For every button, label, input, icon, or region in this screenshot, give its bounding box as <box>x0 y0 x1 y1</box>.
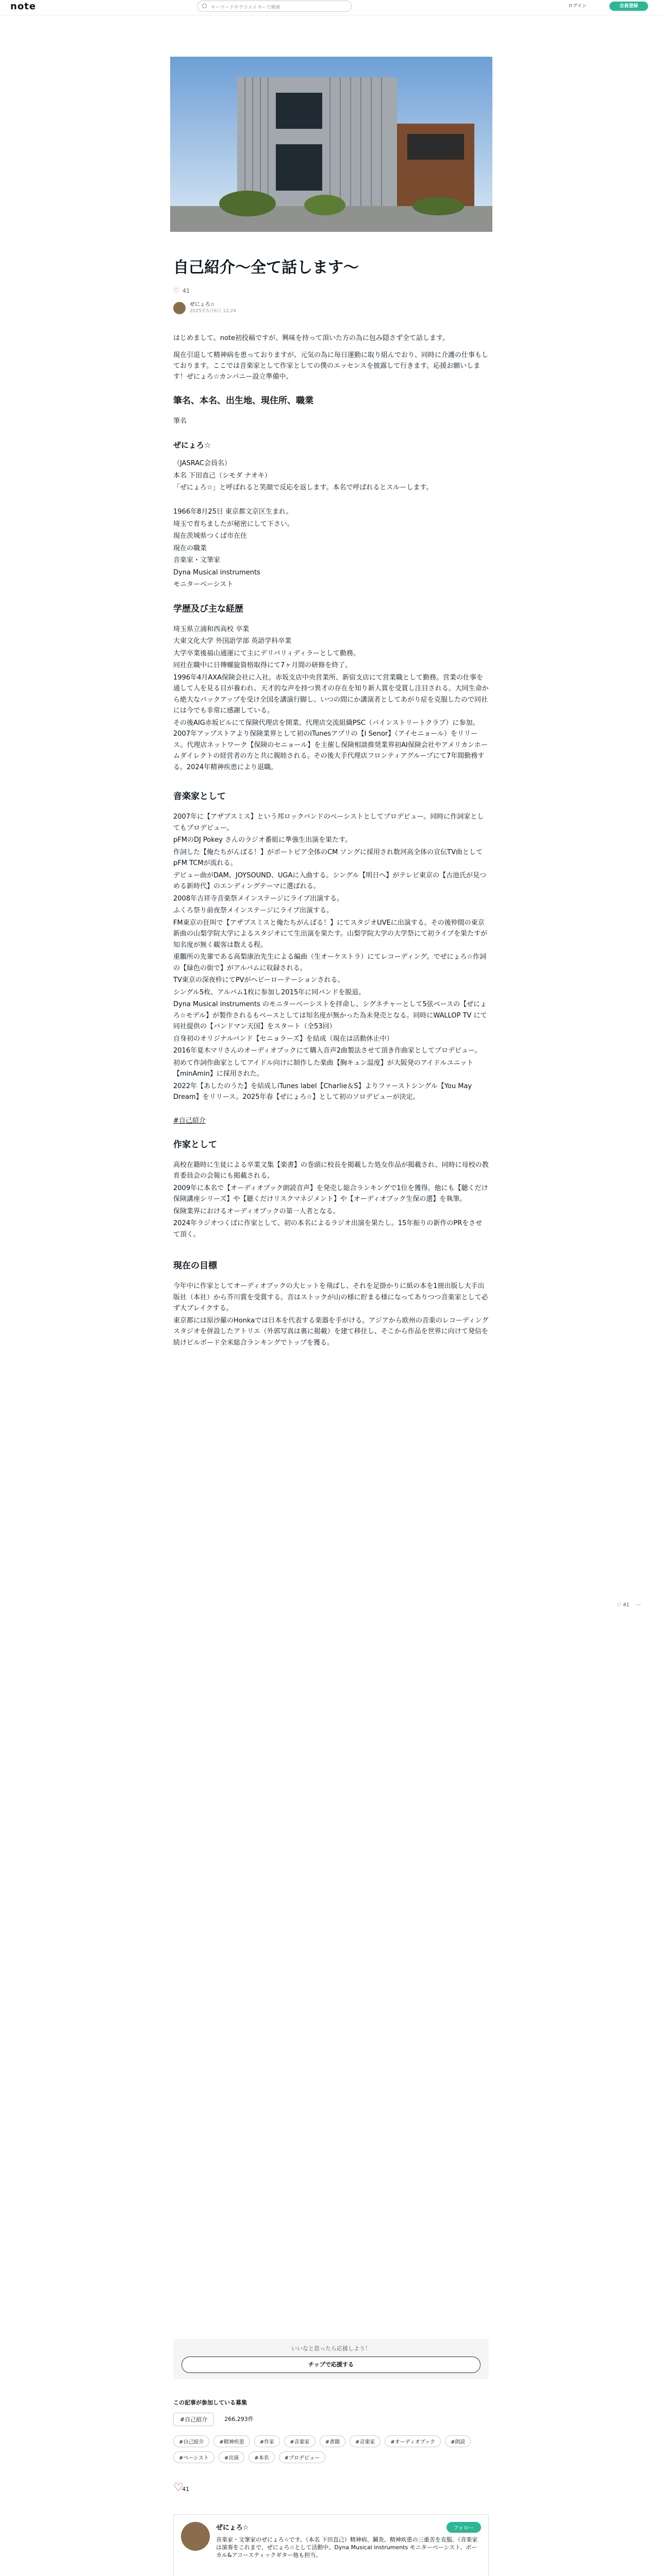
tip-button[interactable]: チップで応援する <box>181 2357 481 2373</box>
profile-card: ぜにょろ☆ フォロー 音楽家・文筆家のぜにょろ☆です。（本名 下田直己）精神病、鍼灸、精神疾患の三重苦を克服。（音楽家は演奏をこれまで、ぜにょろ☆として活動中。Dyna Musical instruments モニターベーシスト、ボーカル&アコースティックギター他も担当。 <box>173 2514 489 2576</box>
tag[interactable]: #音楽家 <box>350 2435 380 2447</box>
text-line: 埼玉で育ちましたが秘密にして下さい。 <box>173 520 294 528</box>
text-line: 現在の職業 <box>173 544 207 552</box>
text-line: 2009年に本名で【オーディオブック朗読音声】を発売し総合ランキングで1位を獲得。他にも【聴くだけ保険講座シリーズ】や【聴くだけリスクマネジメント】や【オーディオブック生保の選】を執筆。 <box>173 1184 488 1203</box>
text-line: その後AIG赤坂ビルにて保険代理店を開業、代理店交流組織PSC（パインストリートクラブ）に参加。2007年アップストアより保険業界として初のiTunesアプリの【I Senor】（アイセニョール）をリリース。代理店ネットワーク【保険のセニョール】を主催し保険相談推奨業界初AI保険会社やアメリカンホームダイレクトの経営者の方と共に親睦される。その後大手代理店フロンティアグループにて7年間勤務する。2024年精神疾患により退職。 <box>173 719 488 771</box>
text-line: デビュー曲がDAM、JOYSOUND、UGAに入曲する。シングル【明日へ】がテレビ東京の【古池氏が見つめる新時代】のエンディングテーマに選ばれる。 <box>173 871 487 890</box>
text-line: 「ぜにょろ☆」と呼ばれると笑顔で反応を返します。本名で呼ばれるとスルーします。 <box>173 484 433 492</box>
avatar[interactable] <box>181 2522 210 2551</box>
section-body <box>173 1281 489 1348</box>
text-line <box>173 495 489 506</box>
intro-text: 現在引退して精神病を患っておりますが、元気の為に毎日運動に取り組んでおり、同時に介護の仕事もしております。ここでは音楽家として作家としての僕のエッセンスを披露して行きます。応援お願いします！ぜにょろ☆カンパニー設立準備中。 <box>173 351 489 381</box>
tag[interactable]: #出演 <box>219 2451 244 2463</box>
text-line: 高校在籍時に生徒による卒業文集【楽書】の巻頭に校長を掲載した処女作品が掲載され、同時に母校の教育委員会の会報にも掲載される。 <box>173 1161 489 1180</box>
note-logo[interactable]: note <box>10 1 36 12</box>
section-body <box>173 1160 489 1241</box>
section-heading: 現在の目標 <box>173 1261 217 1271</box>
author[interactable]: ぜにょろ☆ 2025年5月6日 12:24 <box>173 301 489 314</box>
contest-tag[interactable]: #自己紹介 <box>173 2413 214 2426</box>
text-line: 大学卒業後福山通運にて主にデリバリィディラーとして勤務。 <box>173 649 360 657</box>
text-line: 1966年8月25日 東京都文京区生まれ。 <box>173 508 293 516</box>
signup-button[interactable]: 会員登録 <box>609 2 648 11</box>
section-body <box>173 624 489 773</box>
heart-icon[interactable]: ♡ <box>173 2481 184 2494</box>
text-line: TV東京の深夜枠にてPVがヘビーローテーションされる。 <box>173 976 344 984</box>
section-heading: 作家として <box>173 1139 217 1150</box>
text-line: 2022年【あしたのうた】を結成しiTunes label【Charlie＆S】よりファーストシングル【You May Dream】をリリース。2025年春【ぜにょろ☆】として初のソロデビューが決定。 <box>173 1082 472 1101</box>
text-line: 初めて作詞作曲家としてアイドル向けに制作した楽曲【胸キュン温度】が大阪発のアイドルユニット【minAmin】に採用された。 <box>173 1059 474 1078</box>
search-input[interactable]: キーワードやクリエイターで検索 <box>197 1 352 12</box>
text-line: 東京都には原沙羅のHonkaでは日本を代表する楽器を手がける。アジアから欧州の音楽のレコーディングスタジオを併設したアトリエ（外郭写真は裏に掲載）を建て移住し、そこから作品を世界に向けて発信を続けビルボード全米総合ランキングでトップを獲る。 <box>173 1316 489 1347</box>
follow-button[interactable]: フォロー <box>446 2522 482 2533</box>
search-icon <box>202 4 207 8</box>
section-heading: 学歴及び主な経歴 <box>173 603 243 614</box>
heart-icon[interactable]: ♡ <box>173 286 179 295</box>
section-heading: 筆名、本名、出生地、現住所、職業 <box>173 396 313 406</box>
share-icon[interactable]: ⋯ <box>635 1602 641 1608</box>
text-line: Dyna Musical instruments <box>173 568 260 577</box>
tag[interactable]: #作家 <box>254 2435 280 2447</box>
heart-icon[interactable]: ♡ 41 <box>617 1602 630 1608</box>
section-body <box>173 458 489 590</box>
tag[interactable]: #ベーシスト <box>173 2451 214 2463</box>
like-count[interactable]: ♡ 41 <box>173 286 190 295</box>
text-line: 大東文化大学 外国語学部 英語学科卒業 <box>173 637 292 645</box>
tag[interactable]: #朗読 <box>445 2435 471 2447</box>
text-line: 音楽家・文筆家 <box>173 556 221 564</box>
tags-section: この記事が参加している募集 #自己紹介 266,293件 #自己紹介 #精神疾患 #作家 #音楽家 #書籍 #音楽家 #オーディオブック #朗読 #ベーシスト #出演 #本名 #プロデビュー <box>173 2398 489 2463</box>
hashtag-link[interactable]: #自己紹介 <box>173 1116 206 1125</box>
support-box: いいなと思ったら応援しよう！ チップで応援する <box>173 2339 489 2379</box>
text-line: 自身初のオリジナルバンド【セニョラーズ】を結成（現在は活動休止中） <box>173 1035 393 1043</box>
text-line: Dyna Musical instruments のモニターベーシストを拝命し、シグネチャーとして5弦ベースの【ぜにょろ☆モデル】が製作されるもベースとしては知名度が無かった為未発売となる。同時にWALLOP TV にて同社提供の【バンドマン天国】をスタート（全53回） <box>173 1001 487 1030</box>
section-heading: 音楽家として <box>173 791 226 802</box>
article-body: 自己紹介〜全て話します〜 ♡ 41 ぜにょろ☆ 2025年5月6日 12:24 はじめまして。note初投稿ですが、興味を持って頂いた方の為に包み隠さず全て話します。 現在引退して精神病を患っておりますが、元気の為に毎日運動に取り組んでおり、同時に介護の仕事もしております。ここでは音楽家として作家としての僕のエッセンスを披露して行きます。応援お願いします！ぜにょろ☆カンパニー設立準備中。 筆名、本名、出生地、現住所、職業 筆名 ぜにょろ☆ （JASRAC会員名） 本名 下田直己（シモダ ナオキ） 「ぜにょろ☆」と呼ばれると笑顔で反応を返します。本名で呼ばれるとスルーします。 1966年8月25日 東京都文京区生まれ。 埼玉で育ちましたが秘密にして下さい。 現在茨城県つくば市在住 現在の職業 音楽家・文筆家 Dyna Musical instruments モニターベーシスト 学歴及び主な経歴 埼玉県立浦和西高校 卒業 大東文化大学 外国語学部 英語学科卒業 大学卒業後福山通運にて主にデリバリィディラーとして勤務。 同社在職中に日傳螺旋資格取得にて7ヶ月間の研修を終了。 1996年4月AXA保険会社に入社。赤坂支店中央営業所、新宿支店にて営業職として勤務。営業の仕事を通して人を見る目が養われ、天才的な声を持つ異才の存在を知り新人賞を受賞し注目される。大同生命から絶大なバックアップを受け全国を講演行脚し、いつの間にか講演者としてあがり症を克服したので同社には今でも非常に感謝している。 その後AIG赤坂ビルにて保険代理店を開業、代理店交流組織PSC（パインストリートクラブ）に参加。2007年アップストアより保険業界として初のiTunesアプリの【I Senor】（アイセニョール）をリリース。代理店ネットワーク【保険のセニョール】を主催し保険相談推奨業界初AI保険会社やアメリカンホームダイレクトの経営者の方と共に親睦される。その後大手代理店フロンティアグループにて7年間勤務する。2024年精神疾患により退職。 音楽家として 2007年に【アザブスミス】という邦ロックバンドのベーシストとしてプロデビュー。同時に作詞家としてもプロデビュー。 pFMのDJ Pokey さんのラジオ番組に準強生出演を果たす。 作詞した【俺たちがんばる！】がボートピア全体のCM ソングに採用され数河高全体の宣伝TV曲として pFM TCMが流れる。 デビュー曲がDAM、JOYSOUND、UGAに入曲する。シングル【明日へ】がテレビ東京の【古池氏が見つめる新時代】のエンディングテーマに選ばれる。 2008年吉祥寺音楽祭メインステージにライブ出演する。 ふくろ祭り前夜祭メインステージにライブ出演する。 FM東京の狂叫で【アザブスミスと俺たちがんばる！】にてスタジオUVEに出演する。その後仲間の東京新曲の山梨学院大学によるスタジオにて生出演を果たす。山梨学院大学の大学祭にて初ライブを果たすが知名度が無く観客は数える程。 重鵬所の先輩である高梨康治先生による編曲（生オーケストラ）にてレコーディング。でぜにょろ☆作詞の【緑色の街で】がアルバムに収録される。 TV東京の深夜枠にてPVがヘビーローテーションされる。 シングル5枚、アルバム1枚に参加し2015年に同バンドを脱退。 Dyna Musical instruments のモニターベーシストを拝命し、シグネチャーとして5弦ベースの【ぜにょろ☆モデル】が製作されるもベースとしては知名度が無かった為未発売となる。同時にWALLOP TV にて同社提供の【バンドマン天国】をスタート（全53回） 自身初のオリジナルバンド【セニョラーズ】を結成（現在は活動休止中） 2016年夏木マリさんのオーディオブックにて購入音声2曲製法させて頂き作曲家としてプロデビュー。 初めて作詞作曲家としてアイドル向けに制作した楽曲【胸キュン温度】が大阪発のアイドルユニット【minAmin】に採用された。 2022年【あしたのうた】を結成しiTunes label【Charlie＆S】よりファーストシングル【You May Dream】をリリース。2025年春【ぜにょろ☆】として初のソロデビューが決定。 #自己紹介 作家として 高校在籍時に生徒による卒業文集【楽書】の巻頭に校長を掲載した処女作品が掲載され、同時に母校の教育委員会の会報にも掲載される。 2009年に本名で【オーディオブック朗読音声】を発売し総合ランキングで1位を獲得。他にも【聴くだけ保険講座シリーズ】や【聴くだけリスクマネジメント】や【オーディオブック生保の選】を執筆。 保険業界におけるオーディオブックの第一人者となる。 2024年ラジオつくばに作家として、初の本名によるラジオ出演を果たし。15年振りの新作のPRをさせて頂く。 現在の目標 今年中に作家としてオーディオブックの大ヒットを飛ばし、それを足掛かりに紙の本を1冊出版し大手出版社（本社）から芥川賞を受賞する。音はストックが山の様に貯まる様になってありつつ音楽家として必ず大ブレイクする。 東京都には原沙羅のHonkaでは日本を代表する楽器を手がける。アジアから欧州の音楽のレコーディングスタジオを併設したアトリエ（外郭写真は裏に掲載）を建て移住し、そこから作品を世界に向けて発信を続けビルボード全米総合ランキングでトップを獲る。 <box>173 258 489 1349</box>
header <box>0 0 662 15</box>
tag[interactable]: #オーディオブック <box>385 2435 441 2447</box>
tag[interactable]: #書籍 <box>320 2435 345 2447</box>
text-line: 2008年吉祥寺音楽祭メインステージにライブ出演する。 <box>173 894 344 903</box>
text-line: pFMのDJ Pokey さんのラジオ番組に準強生出演を果たす。 <box>173 836 352 844</box>
text-line: 1996年4月AXA保険会社に入社。赤坂支店中央営業所、新宿支店にて営業職として勤務。営業の仕事を通して人を見る目が養われ、天才的な声を持つ異才の存在を知り新人賞を受賞し注目される。大同生命から絶大なバックアップを受け全国を講演行脚し、いつの間にか講演者としてあがり症を克服したので同社には今でも非常に感謝している。 <box>173 673 489 715</box>
tag[interactable]: #プロデビュー <box>279 2451 325 2463</box>
avatar[interactable] <box>173 302 186 314</box>
text-line: 本名 下田直己（シモダ ナオキ） <box>173 471 272 480</box>
text-line: 2024年ラジオつくばに作家として、初の本名によるラジオ出演を果たし。15年振りの新作のPRをさせて頂く。 <box>173 1219 483 1239</box>
text-line: FM東京の狂叫で【アザブスミスと俺たちがんばる！】にてスタジオUVEに出演する。その後仲間の東京新曲の山梨学院大学によるスタジオにて生出演を果たす。山梨学院大学の大学祭にて初ライブを果たすが知名度が無く観客は数える程。 <box>173 919 488 949</box>
text-line: 現在茨城県つくば市在住 <box>173 532 247 540</box>
text-line: モニターベーシスト <box>173 581 234 588</box>
like-row: ♡ 41 <box>173 2481 190 2494</box>
intro-text: はじめまして。note初投稿ですが、興味を持って頂いた方の為に包み隠さず全て話します。 <box>173 334 449 342</box>
text-line: 今年中に作家としてオーディオブックの大ヒットを飛ばし、それを足掛かりに紙の本を1冊出版し大手出版社（本社）から芥川賞を受賞する。音はストックが山の様に貯まる様になってありつつ音楽家として必ず大ブレイクする。 <box>173 1282 488 1312</box>
login-button[interactable]: ログイン <box>568 4 587 9</box>
text-line: 重鵬所の先輩である高梨康治先生による編曲（生オーケストラ）にてレコーディング。でぜにょろ☆作詞の【緑色の街で】がアルバムに収録される。 <box>173 953 487 972</box>
text-line: シングル5枚、アルバム1枚に参加し2015年に同バンドを脱退。 <box>173 988 366 996</box>
text-line: 2007年に【アザブスミス】という邦ロックバンドのベーシストとしてプロデビュー。同時に作詞家としてもプロデビュー。 <box>173 813 484 832</box>
tag[interactable]: #精神疾患 <box>213 2435 250 2447</box>
text-line: 埼玉県立浦和西高校 卒業 <box>173 625 250 633</box>
text-line: 2016年夏木マリさんのオーディオブックにて購入音声2曲製法させて頂き作曲家としてプロデビュー。 <box>173 1047 482 1055</box>
text-line: （JASRAC会員名） <box>173 460 231 467</box>
text-line: 作詞した【俺たちがんばる！】がボートピア全体のCM ソングに採用され数河高全体の宣伝TV曲として pFM TCMが流れる。 <box>173 848 483 867</box>
tag[interactable]: #本名 <box>249 2451 274 2463</box>
side-actions <box>617 1602 641 1608</box>
text-line: ふくろ祭り前夜祭メインステージにライブ出演する。 <box>173 907 334 914</box>
article-title: 自己紹介〜全て話します〜 <box>173 259 359 277</box>
hero-image <box>170 57 492 232</box>
text-line: 同社在職中に日傳螺旋資格取得にて7ヶ月間の研修を終了。 <box>173 662 352 669</box>
tag[interactable]: #音楽家 <box>284 2435 315 2447</box>
section-body <box>173 811 489 1103</box>
text-line: 保険業界におけるオーディオブックの第一人者となる。 <box>173 1207 340 1215</box>
tag[interactable]: #自己紹介 <box>173 2435 209 2447</box>
